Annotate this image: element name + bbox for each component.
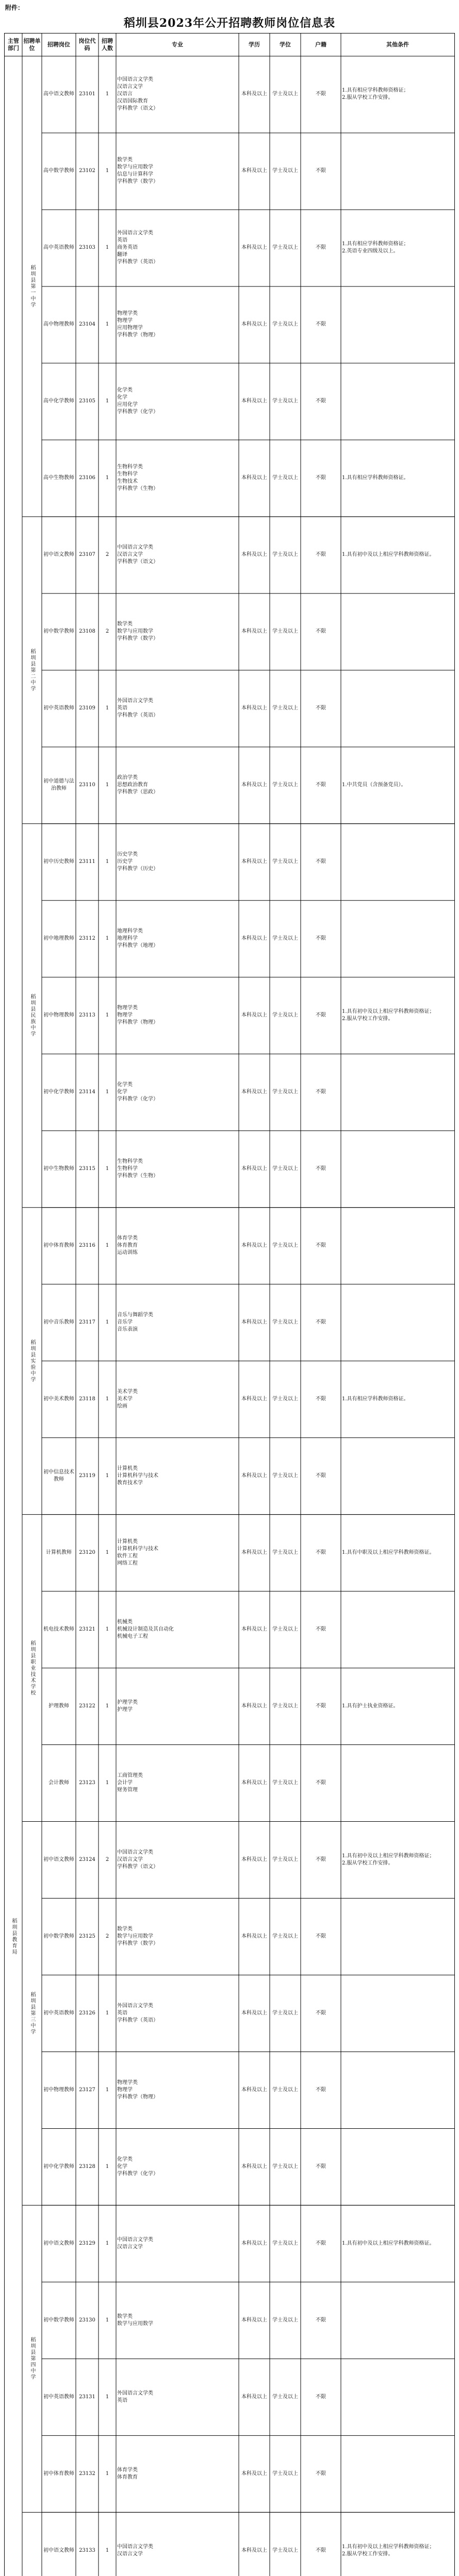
row-hukou: 不限 <box>316 782 326 788</box>
row-edu: 本科及以上 <box>241 2240 267 2246</box>
row-count: 1 <box>105 91 109 97</box>
row-degree: 学士及以上 <box>272 245 298 251</box>
row-degree: 学士及以上 <box>272 1933 298 1939</box>
row-code: 23103 <box>79 245 95 251</box>
row-code: 23102 <box>79 168 95 174</box>
row-count: 1 <box>105 2317 109 2323</box>
row-count: 1 <box>105 1012 109 1019</box>
row-count: 1 <box>105 859 109 865</box>
row-edu: 本科及以上 <box>241 1780 267 1786</box>
row-other <box>341 1131 454 1208</box>
row-major: 物理学类 物理学 学科教学（物理） <box>117 2079 158 2100</box>
row-major: 体育学类 体育教育 <box>117 2467 138 2480</box>
row-degree: 学士及以上 <box>272 936 298 942</box>
row-count: 1 <box>105 936 109 942</box>
row-hukou: 不限 <box>316 1626 326 1633</box>
header-other: 其他条件 <box>386 41 409 48</box>
row-post: 初中物理教师 <box>43 2087 74 2093</box>
row-other <box>341 1054 454 1131</box>
header-unit: 招聘单位 <box>23 38 41 52</box>
row-code: 23129 <box>79 2240 95 2246</box>
row-code: 23101 <box>79 91 95 97</box>
row-other: 1.具有初中及以上相应学科教师资格证。 <box>342 2240 435 2246</box>
row-degree: 学士及以上 <box>272 1626 298 1633</box>
unit-cell <box>22 1208 42 1515</box>
unit-cell <box>22 1515 42 1822</box>
row-code: 23127 <box>79 2087 95 2093</box>
row-other: 1.具有相应学科教师资格证； 2.服从学校工作安排。 <box>342 88 409 101</box>
row-other <box>341 2359 454 2435</box>
row-major: 中国语言文学类 汉语言文学 学科教学（语文） <box>117 545 158 565</box>
row-count: 1 <box>105 2547 109 2553</box>
row-hukou: 不限 <box>316 321 326 328</box>
row-hukou: 不限 <box>316 245 326 251</box>
row-edu: 本科及以上 <box>241 705 267 711</box>
row-degree: 学士及以上 <box>272 1166 298 1172</box>
row-other <box>341 1208 454 1284</box>
row-count: 1 <box>105 2470 109 2477</box>
row-post: 高中英语教师 <box>43 245 74 251</box>
row-major: 中国语言文学类 汉语言文学 汉语言 汉语国际教育 学科教学（语文） <box>117 77 158 112</box>
row-code: 23124 <box>79 1857 95 1862</box>
row-count: 1 <box>105 1626 109 1633</box>
row-code: 23105 <box>79 398 95 404</box>
row-edu: 本科及以上 <box>241 2163 267 2170</box>
row-degree: 学士及以上 <box>272 1703 298 1709</box>
row-degree: 学士及以上 <box>272 1550 298 1556</box>
row-degree: 学士及以上 <box>272 1243 298 1249</box>
header-edu: 学历 <box>249 41 260 48</box>
row-major: 中国语言文学类 汉语言文学 学科教学（语文） <box>117 1850 158 1870</box>
row-count: 1 <box>105 245 109 251</box>
row-code: 23104 <box>79 321 95 328</box>
row-code: 23115 <box>79 1166 95 1172</box>
row-hukou: 不限 <box>316 1857 326 1862</box>
row-degree: 学士及以上 <box>272 2317 298 2323</box>
row-post: 高中化学教师 <box>43 398 74 404</box>
row-major: 数学类 数学与应用数学 <box>117 2313 153 2327</box>
row-degree: 学士及以上 <box>272 398 298 404</box>
row-edu: 本科及以上 <box>241 168 267 174</box>
row-edu: 本科及以上 <box>241 2087 267 2093</box>
row-hukou: 不限 <box>316 1319 326 1326</box>
row-major: 护理学类 护理学 <box>117 1700 138 1713</box>
row-major: 生物科学类 生物科学 学科教学（生物） <box>117 1159 158 1179</box>
row-major: 政治学类 思想政治教育 学科教学（思政） <box>117 775 158 795</box>
row-edu: 本科及以上 <box>241 629 267 635</box>
row-edu: 本科及以上 <box>241 1089 267 1095</box>
row-major: 音乐与舞蹈学类 音乐学 音乐表演 <box>117 1312 153 1333</box>
row-count: 1 <box>105 2240 109 2246</box>
row-edu: 本科及以上 <box>241 936 267 942</box>
row-count: 1 <box>105 1473 109 1479</box>
row-degree: 学士及以上 <box>272 321 298 328</box>
row-code: 23131 <box>79 2394 95 2400</box>
row-major: 外国语言文学类 英语 学科教学（英语） <box>117 698 158 719</box>
row-hukou: 不限 <box>316 2547 326 2553</box>
row-edu: 本科及以上 <box>241 552 267 558</box>
row-degree: 学士及以上 <box>272 1396 298 1402</box>
row-code: 23110 <box>79 782 95 788</box>
row-hukou: 不限 <box>316 1703 326 1709</box>
row-post: 初中语文教师 <box>43 1857 74 1862</box>
row-other: 1.具有中职及以上相应学科教师资格证。 <box>342 1550 435 1556</box>
row-other <box>341 1975 454 2052</box>
row-degree: 学士及以上 <box>272 1319 298 1326</box>
row-other <box>341 1438 454 1515</box>
row-edu: 本科及以上 <box>241 1012 267 1019</box>
row-edu: 本科及以上 <box>241 2394 267 2400</box>
row-other: 1.具有初中及以上相应学科教师资格证。 <box>342 552 435 558</box>
row-degree: 学士及以上 <box>272 859 298 865</box>
row-post: 初中地理教师 <box>43 936 74 942</box>
row-major: 美术学类 美术学 绘画 <box>117 1389 138 1410</box>
row-code: 23111 <box>79 859 95 865</box>
row-count: 2 <box>105 1857 109 1862</box>
row-count: 1 <box>105 1243 109 1249</box>
row-hukou: 不限 <box>316 168 326 174</box>
row-major: 化学类 化学 学科教学（化学） <box>117 2156 158 2177</box>
attachment-label: 附件： <box>5 4 24 11</box>
row-post: 初中体育教师 <box>43 1243 74 1249</box>
row-other <box>341 2435 454 2512</box>
row-edu: 本科及以上 <box>241 1166 267 1172</box>
dept-name: 稻圳县教育局 <box>11 1918 17 1955</box>
row-degree: 学士及以上 <box>272 1857 298 1862</box>
row-hukou: 不限 <box>316 629 326 635</box>
row-post: 初中英语教师 <box>43 2010 74 2016</box>
row-post: 初中化学教师 <box>43 2163 74 2170</box>
row-major: 体育学类 体育教育 运动训练 <box>117 1235 138 1256</box>
row-degree: 学士及以上 <box>272 1780 298 1786</box>
row-major: 化学类 化学 学科教学（化学） <box>117 1082 158 1103</box>
row-post: 计算机教师 <box>46 1550 72 1556</box>
header-count: 招聘人数 <box>102 38 113 52</box>
row-count: 1 <box>105 1396 109 1402</box>
row-other <box>341 286 454 363</box>
unit-cell <box>22 824 42 1208</box>
unit-name: 稻圳县第二中学 <box>29 648 35 692</box>
row-hukou: 不限 <box>316 859 326 865</box>
row-major: 机械类 机械设计制造及其自动化 机械电子工程 <box>117 1619 174 1640</box>
row-edu: 本科及以上 <box>241 2317 267 2323</box>
recruitment-table <box>4 33 455 2576</box>
row-post: 初中语文教师 <box>43 2547 74 2553</box>
row-major: 计算机类 计算机科学与技术 软件工程 网络工程 <box>117 1539 158 1567</box>
row-post: 初中信息技术教师 <box>43 1469 74 1483</box>
row-other: 1.具有相应学科教师资格证。 <box>342 475 409 481</box>
row-count: 1 <box>105 168 109 174</box>
row-major: 外国语言文学类 英语 商务英语 翻译 学科教学（英语） <box>117 230 158 265</box>
row-hukou: 不限 <box>316 2240 326 2246</box>
row-edu: 本科及以上 <box>241 2010 267 2016</box>
row-code: 23113 <box>79 1012 95 1019</box>
row-other <box>341 594 454 670</box>
row-major: 中国语言文学类 汉语言文学 <box>117 2236 153 2250</box>
row-hukou: 不限 <box>316 1780 326 1786</box>
row-post: 护理教师 <box>48 1703 69 1709</box>
row-hukou: 不限 <box>316 1396 326 1402</box>
row-degree: 学士及以上 <box>272 552 298 558</box>
row-post: 初中英语教师 <box>43 2394 74 2400</box>
row-code: 23112 <box>79 936 95 942</box>
row-other: 1.具有相应学科教师资格证。 <box>342 1396 409 1402</box>
row-other <box>341 901 454 977</box>
row-count: 2 <box>105 552 109 558</box>
row-hukou: 不限 <box>316 1473 326 1479</box>
row-other <box>341 1284 454 1361</box>
row-major: 化学类 化学 应用化学 学科教学（化学） <box>117 387 158 415</box>
row-edu: 本科及以上 <box>241 321 267 328</box>
row-hukou: 不限 <box>316 2394 326 2400</box>
row-code: 23117 <box>79 1319 95 1326</box>
unit-cell <box>22 1822 42 2206</box>
row-count: 1 <box>105 398 109 404</box>
row-count: 1 <box>105 782 109 788</box>
unit-cell <box>22 517 42 824</box>
row-hukou: 不限 <box>316 91 326 97</box>
row-post: 初中数学教师 <box>43 1933 74 1939</box>
row-degree: 学士及以上 <box>272 2163 298 2170</box>
row-hukou: 不限 <box>316 1243 326 1249</box>
row-degree: 学士及以上 <box>272 2470 298 2477</box>
row-code: 23118 <box>79 1396 95 1402</box>
row-other: 1.具有护士执业资格证。 <box>342 1703 399 1709</box>
row-post: 初中语文教师 <box>43 2240 74 2246</box>
row-count: 1 <box>105 1089 109 1095</box>
row-other: 1.具有初中及以上相应学科教师资格证； 2.服从学校工作安排。 <box>342 1009 435 1022</box>
row-post: 初中数学教师 <box>43 2317 74 2323</box>
row-major: 生物科学类 生物科学 生物技术 学科教学（生物） <box>117 464 158 492</box>
row-other <box>341 824 454 901</box>
row-count: 1 <box>105 2163 109 2170</box>
row-code: 23107 <box>79 552 95 558</box>
row-degree: 学士及以上 <box>272 2087 298 2093</box>
row-degree: 学士及以上 <box>272 2547 298 2553</box>
row-code: 23106 <box>79 475 95 481</box>
row-code: 23122 <box>79 1703 95 1709</box>
row-major: 历史学类 历史学 学科教学（历史） <box>117 852 158 872</box>
row-other <box>341 133 454 210</box>
row-post: 初中数学教师 <box>43 629 74 635</box>
row-code: 23125 <box>79 1933 95 1939</box>
row-degree: 学士及以上 <box>272 2240 298 2246</box>
row-code: 23109 <box>79 705 95 711</box>
row-post: 初中音乐教师 <box>43 1319 74 1326</box>
row-hukou: 不限 <box>316 1166 326 1172</box>
row-code: 23128 <box>79 2163 95 2170</box>
row-count: 1 <box>105 475 109 481</box>
header-degree: 学位 <box>280 41 291 48</box>
row-post: 初中语文教师 <box>43 552 74 558</box>
row-count: 1 <box>105 2394 109 2400</box>
row-major: 外国语言文学类 英语 <box>117 2390 153 2403</box>
unit-name: 稻圳县第一中学 <box>29 264 35 308</box>
row-degree: 学士及以上 <box>272 1473 298 1479</box>
row-code: 23114 <box>79 1089 95 1095</box>
unit-name: 稻圳县第四中学 <box>29 2337 35 2381</box>
row-hukou: 不限 <box>316 1089 326 1095</box>
row-code: 23120 <box>79 1550 95 1556</box>
row-post: 初中美术教师 <box>43 1396 74 1402</box>
row-other <box>341 1591 454 1668</box>
row-hukou: 不限 <box>316 1933 326 1939</box>
row-hukou: 不限 <box>316 1012 326 1019</box>
row-hukou: 不限 <box>316 2470 326 2477</box>
row-other: 1.中共党员（含预备党员）。 <box>342 782 406 788</box>
row-other <box>341 2282 454 2359</box>
row-edu: 本科及以上 <box>241 1319 267 1326</box>
row-degree: 学士及以上 <box>272 475 298 481</box>
row-degree: 学士及以上 <box>272 2394 298 2400</box>
row-count: 1 <box>105 1703 109 1709</box>
row-count: 1 <box>105 321 109 328</box>
row-code: 23123 <box>79 1780 95 1786</box>
row-edu: 本科及以上 <box>241 2470 267 2477</box>
unit-name: 稻圳县民族中学 <box>29 994 35 1038</box>
row-code: 23126 <box>79 2010 95 2016</box>
header-code: 岗位代码 <box>78 38 96 52</box>
unit-name: 稻圳县第三中学 <box>29 1991 35 2035</box>
header-post: 招聘岗位 <box>47 41 70 48</box>
row-code: 23133 <box>79 2547 95 2553</box>
row-count: 1 <box>105 1166 109 1172</box>
row-major: 外国语言文学类 英语 学科教学（英语） <box>117 2003 158 2023</box>
row-count: 1 <box>105 1319 109 1326</box>
row-count: 1 <box>105 1780 109 1786</box>
row-post: 初中物理教师 <box>43 1012 74 1019</box>
row-hukou: 不限 <box>316 475 326 481</box>
row-count: 1 <box>105 2010 109 2016</box>
row-hukou: 不限 <box>316 552 326 558</box>
row-post: 高中生物教师 <box>43 475 74 481</box>
row-count: 1 <box>105 705 109 711</box>
row-major: 工商管理类 会计学 财务管理 <box>117 1773 143 1793</box>
row-degree: 学士及以上 <box>272 2010 298 2016</box>
header-major: 专业 <box>172 41 183 48</box>
row-post: 初中化学教师 <box>43 1089 74 1095</box>
row-count: 2 <box>105 1933 109 1939</box>
row-degree: 学士及以上 <box>272 1012 298 1019</box>
row-code: 23119 <box>79 1473 95 1479</box>
row-hukou: 不限 <box>316 2163 326 2170</box>
row-code: 23108 <box>79 629 95 635</box>
row-major: 计算机类 计算机科学与技术 教育技术学 <box>117 1466 158 1486</box>
page-title: 稻圳县2023年公开招聘教师岗位信息表 <box>123 16 336 30</box>
unit-cell <box>22 56 42 517</box>
row-major: 物理学类 物理学 学科教学（物理） <box>117 1005 158 1026</box>
row-edu: 本科及以上 <box>241 1396 267 1402</box>
row-other <box>341 2052 454 2128</box>
row-count: 1 <box>105 2087 109 2093</box>
row-edu: 本科及以上 <box>241 1933 267 1939</box>
row-degree: 学士及以上 <box>272 705 298 711</box>
row-other <box>341 1899 454 1975</box>
row-post: 高中语文教师 <box>43 91 74 97</box>
row-code: 23116 <box>79 1243 95 1249</box>
row-post: 高中数学教师 <box>43 168 74 174</box>
row-hukou: 不限 <box>316 936 326 942</box>
unit-cell <box>22 2512 42 2576</box>
row-other <box>341 363 454 440</box>
row-edu: 本科及以上 <box>241 1626 267 1633</box>
row-edu: 本科及以上 <box>241 2547 267 2553</box>
row-hukou: 不限 <box>316 398 326 404</box>
row-post: 初中道德与法治教师 <box>43 778 74 792</box>
row-hukou: 不限 <box>316 2010 326 2016</box>
row-edu: 本科及以上 <box>241 475 267 481</box>
row-edu: 本科及以上 <box>241 1550 267 1556</box>
row-edu: 本科及以上 <box>241 1473 267 1479</box>
row-edu: 本科及以上 <box>241 245 267 251</box>
row-edu: 本科及以上 <box>241 1703 267 1709</box>
row-major: 中国语言文学类 汉语言文学 <box>117 2544 153 2557</box>
row-edu: 本科及以上 <box>241 859 267 865</box>
row-edu: 本科及以上 <box>241 91 267 97</box>
row-degree: 学士及以上 <box>272 168 298 174</box>
row-code: 23132 <box>79 2470 95 2477</box>
header-hukou: 户籍 <box>315 41 326 48</box>
row-major: 地理科学类 地理科学 学科教学（地理） <box>117 928 158 949</box>
row-edu: 本科及以上 <box>241 1857 267 1862</box>
row-edu: 本科及以上 <box>241 398 267 404</box>
row-other <box>341 2128 454 2205</box>
row-other: 1.具有相应学科教师资格证； 2.英语专业四级及以上。 <box>342 241 409 255</box>
row-other: 1.具有初中及以上相应学科教师资格证； 2.服从学校工作安排。 <box>342 1853 435 1866</box>
row-degree: 学士及以上 <box>272 91 298 97</box>
row-post: 机电技术教师 <box>43 1626 74 1633</box>
row-degree: 学士及以上 <box>272 629 298 635</box>
row-degree: 学士及以上 <box>272 782 298 788</box>
row-major: 数学类 数学与应用数学 学科教学（数学） <box>117 621 158 642</box>
row-code: 23130 <box>79 2317 95 2323</box>
row-hukou: 不限 <box>316 705 326 711</box>
row-other: 1.具有初中及以上相应学科教师资格证； 2.服从学校工作安排。 <box>342 2544 435 2557</box>
row-count: 2 <box>105 629 109 635</box>
row-edu: 本科及以上 <box>241 1243 267 1249</box>
row-major: 数学类 数学与应用数学 信息与计算科学 学科教学（数学） <box>117 157 158 185</box>
row-hukou: 不限 <box>316 1550 326 1556</box>
row-post: 会计教师 <box>48 1780 69 1786</box>
row-edu: 本科及以上 <box>241 782 267 788</box>
dept-cell <box>5 56 22 2576</box>
row-degree: 学士及以上 <box>272 1089 298 1095</box>
row-post: 高中物理教师 <box>43 321 74 328</box>
header-dept: 主管部门 <box>8 38 19 52</box>
row-other <box>341 1745 454 1822</box>
row-hukou: 不限 <box>316 2087 326 2093</box>
row-major: 数学类 数学与应用数学 学科教学（数学） <box>117 1926 158 1946</box>
row-code: 23121 <box>79 1626 95 1633</box>
unit-name: 稻圳县职业技术学校 <box>29 1640 35 1696</box>
row-other <box>341 670 454 747</box>
row-post: 初中体育教师 <box>43 2470 74 2477</box>
row-post: 初中生物教师 <box>43 1166 74 1172</box>
row-major: 物理学类 物理学 应用物理学 学科教学（物理） <box>117 311 158 338</box>
unit-cell <box>22 2205 42 2512</box>
row-count: 1 <box>105 1550 109 1556</box>
row-post: 初中英语教师 <box>43 705 74 711</box>
unit-name: 稻圳县实验中学 <box>29 1339 35 1383</box>
row-hukou: 不限 <box>316 2317 326 2323</box>
row-post: 初中历史教师 <box>43 859 74 865</box>
